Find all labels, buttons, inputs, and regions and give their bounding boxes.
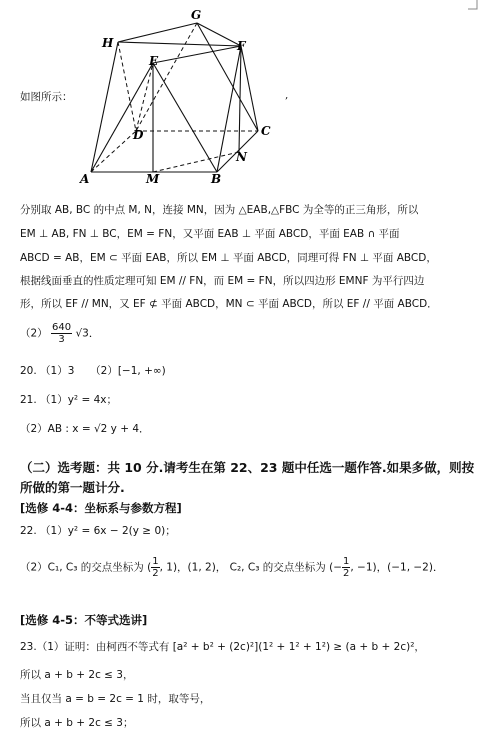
- proof-line-3: ABCD = AB，EM ⊂ 平面 EAB，所以 EM ⊥ 平面 ABCD，同理可得 FN ⊥ 平面 ABCD，: [20, 252, 437, 264]
- elective-4-5-heading: [选修 4-5：不等式选讲]: [20, 613, 148, 627]
- answer-22-2: （2）C₁, C₃ 的交点坐标为 ( $\frac{1}{2}$ , 1)，(1, 2)， C₂, C₃ 的交点坐标为 (− $\frac{1}{2}$ , −1)，(−1, −2)．: [20, 556, 444, 579]
- edge-HG: [118, 23, 197, 42]
- figure-caption: 如图所示：: [20, 91, 73, 103]
- answer-23-line-4: 所以 a + b + 2c ≤ 3；: [20, 717, 134, 729]
- elective-4-4-heading: [选修 4-4：坐标系与参数方程]: [20, 501, 182, 515]
- label-B: B: [211, 172, 222, 186]
- answer-23-line-3: 当且仅当 a = b = 2c = 1 时，取等号，: [20, 693, 211, 705]
- label-C: C: [261, 124, 271, 138]
- proof-line-5: 形，所以 EF // MN，又 EF ⊄ 平面 ABCD，MN ⊂ 平面 ABCD，所以 EF // 平面 ABCD．: [20, 298, 438, 310]
- proof-line-4: 根据线面垂直的性质定理可知 EM // FN，而 EM = FN，所以四边形 EMNF 为平行四边: [20, 275, 425, 287]
- section-heading-line-1: （二）选考题：共 10 分.请考生在第 22、23 题中任选一题作答.如果多做，则按: [20, 460, 475, 475]
- answer-23-line-1: 23.（1）证明：由柯西不等式有 [a² + b² + (2c)²](1² + 1² + 1²) ≥ (a + b + 2c)²，: [20, 641, 425, 653]
- label-N: N: [236, 150, 247, 164]
- section-heading-line-2: 所做的第一题计分.: [20, 480, 125, 495]
- figure-trailing-mark: ,: [285, 89, 289, 101]
- answer-21-1: 21. （1）y² = 4x；: [20, 394, 118, 406]
- answer-19-2: （2） $\frac{640}{3}$ √3．: [20, 322, 100, 345]
- edge-HD: [118, 42, 136, 131]
- label-F: F: [237, 39, 246, 53]
- fraction-640-3: $\frac{640}{3}$: [52, 322, 72, 345]
- answer-21-2: （2）AB : x = √2 y + 4．: [20, 423, 150, 435]
- label-H: H: [102, 36, 114, 50]
- edge-MN: [153, 152, 239, 172]
- answer-20: 20. （1）3 （2）[−1, +∞): [20, 365, 166, 377]
- corner-mark-icon: [468, 0, 478, 10]
- label-G: G: [191, 8, 202, 22]
- label-A: A: [80, 172, 90, 186]
- edge-FC: [241, 46, 258, 131]
- edge-EB: [153, 63, 217, 172]
- edge-DE: [136, 63, 153, 131]
- label-M: M: [146, 172, 160, 186]
- edge-AH: [91, 42, 118, 172]
- label-D: D: [133, 128, 144, 142]
- label-E: E: [149, 54, 159, 68]
- edge-EF: [153, 46, 241, 63]
- proof-line-2: EM ⊥ AB, FN ⊥ BC，EM = FN，又平面 EAB ⊥ 平面 ABCD，平面 EAB ∩ 平面: [20, 228, 400, 240]
- answer-23-line-2: 所以 a + b + 2c ≤ 3，: [20, 669, 134, 681]
- solid-geometry-figure: [75, 5, 285, 190]
- answer-22-1: 22. （1）y² = 6x − 2(y ≥ 0)；: [20, 525, 176, 537]
- edge-HF: [118, 42, 241, 46]
- proof-line-1: 分别取 AB, BC 的中点 M, N，连接 MN，因为 △EAB,△FBC 为全等的正三角形，所以: [20, 204, 419, 216]
